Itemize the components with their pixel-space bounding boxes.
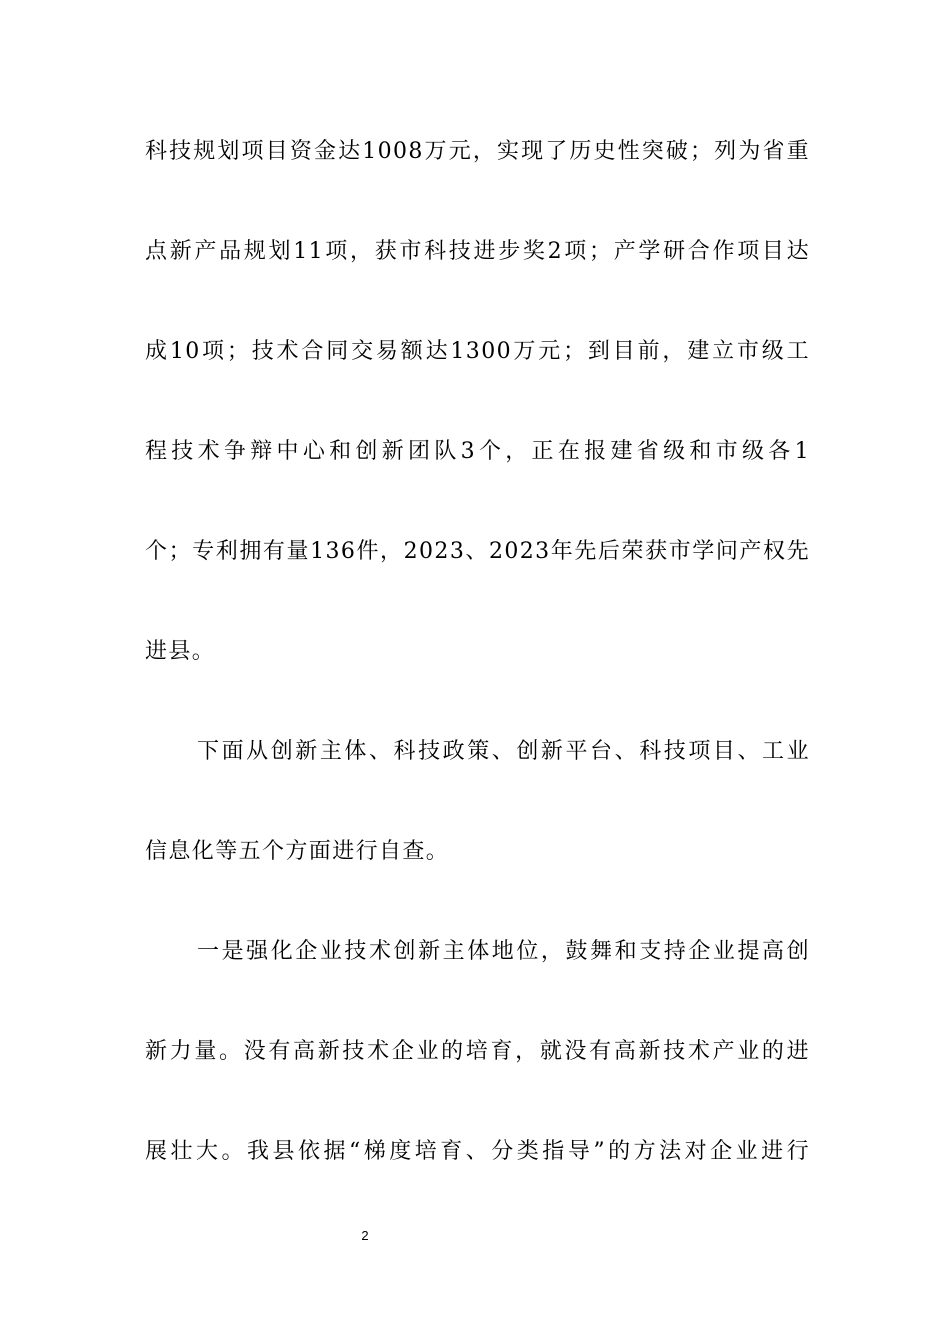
text-line-7: 下面从创新主体、科技政策、创新平台、科技项目、工业 [197, 739, 810, 764]
text-line-5: 个；专利拥有量136件，2023、2023年先后荣获市学问产权先 [145, 539, 810, 564]
text-line-1: 科技规划项目资金达1008万元，实现了历史性突破；列为省重 [145, 139, 810, 164]
text-line-2: 点新产品规划11项，获市科技进步奖2项；产学研合作项目达 [145, 239, 810, 264]
text-line-9: 一是强化企业技术创新主体地位，鼓舞和支持企业提高创 [197, 939, 810, 964]
text-line-6: 进县。 [145, 639, 216, 664]
text-line-4: 程技术争辩中心和创新团队3个，正在报建省级和市级各1 [145, 439, 810, 464]
text-line-8: 信息化等五个方面进行自查。 [145, 839, 450, 864]
page-number: 2 [361, 1228, 369, 1243]
text-line-11: 展壮大。我县依据“梯度培育、分类指导”的方法对企业进行 [145, 1139, 810, 1164]
text-line-10: 新力量。没有高新技术企业的培育，就没有高新技术产业的进 [145, 1039, 810, 1064]
document-body [145, 127, 810, 1227]
text-line-3: 成10项；技术合同交易额达1300万元；到目前，建立市级工 [145, 339, 810, 364]
